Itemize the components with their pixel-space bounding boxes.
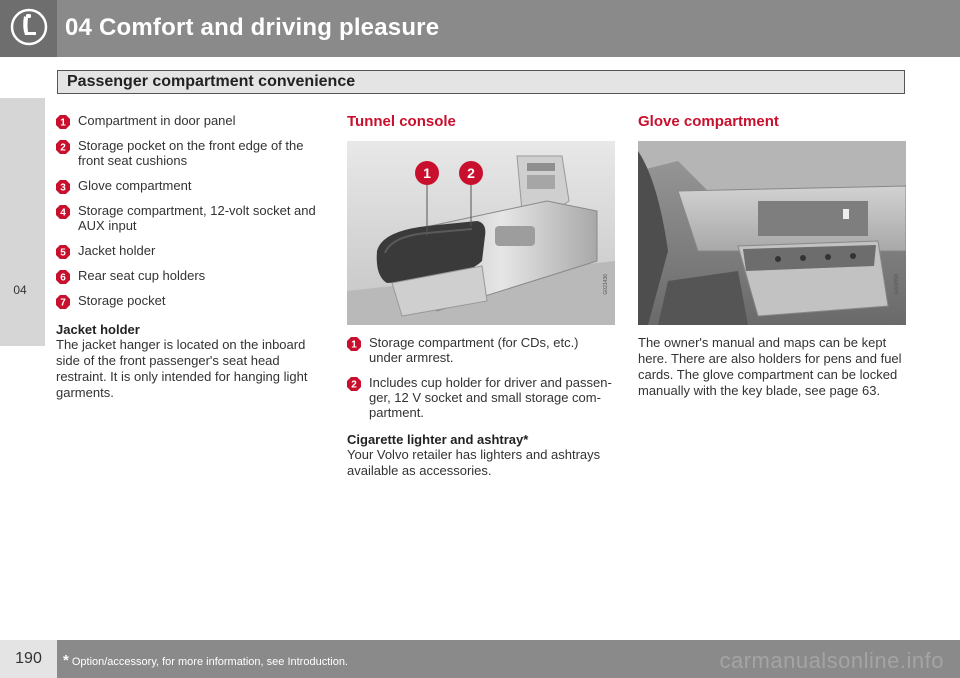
section-title: Passenger compartment convenience: [67, 73, 356, 90]
list-item: [56, 178, 326, 193]
column-tunnel-console: [347, 113, 615, 479]
list-item-text: Compartment in door panel: [78, 113, 236, 128]
watermark: carmanualsonline.info: [719, 648, 944, 673]
seat-icon: [9, 7, 49, 47]
list-item-text: Includes cup holder for driver and passen-ger, 12 V socket and small storage com-partment.: [369, 375, 612, 420]
tunnel-console-heading: Tunnel console: [347, 113, 456, 130]
footnote-text: Option/accessory, for more information, see Introduction.: [71, 656, 348, 668]
footnote-star: *: [63, 652, 69, 669]
number-badge-icon: [56, 205, 70, 219]
tunnel-console-photo: [347, 141, 615, 325]
jacket-holder-text: The jacket hanger is located on the inboard side of the front passenger's seat head restraint. It is only intended for hanging light garments.: [56, 337, 308, 400]
svg-text:4: 4: [60, 207, 66, 219]
photo-callout-2: 2: [467, 165, 475, 181]
glove-compartment-heading: Glove compartment: [638, 113, 779, 130]
column-glove-compartment: [638, 113, 906, 399]
cigarette-lighter-text: Your Volvo retailer has lighters and ashtrays available as accessories.: [347, 447, 601, 478]
list-item: [56, 113, 326, 128]
glove-compartment-photo: [638, 141, 906, 325]
cigarette-lighter-heading: Cigarette lighter and ashtray*: [347, 432, 529, 447]
svg-text:2: 2: [60, 142, 66, 154]
number-badge-icon: [56, 180, 70, 194]
svg-text:2: 2: [351, 379, 357, 391]
photo-code: G021436: [603, 274, 609, 295]
jacket-holder-heading: Jacket holder: [56, 322, 140, 337]
svg-text:7: 7: [60, 297, 66, 309]
svg-text:3: 3: [60, 182, 66, 194]
list-item: [347, 375, 615, 420]
list-item-text: Rear seat cup holders: [78, 268, 206, 283]
page-number-box: [0, 640, 57, 678]
chapter-header-bar: [0, 0, 960, 57]
list-item-text: Jacket holder: [78, 243, 156, 258]
number-badge-icon: [347, 337, 361, 351]
tunnel-console-illustration: [347, 141, 615, 325]
column-storage-list: [56, 113, 326, 401]
glove-compartment-text: The owner's manual and maps can be kept here. There are also holders for pens and fuel cards. The glove compartment can be locked manually with the key blade, see page 63.: [638, 335, 902, 398]
glove-compartment-illustration: [638, 141, 906, 325]
chapter-side-tab: [0, 98, 45, 346]
number-badge-icon: [347, 377, 361, 391]
svg-text:5: 5: [60, 247, 66, 259]
number-badge-icon: [56, 245, 70, 259]
svg-text:1: 1: [351, 339, 357, 351]
photo-callout-1: 1: [423, 165, 431, 181]
list-item: [347, 335, 615, 365]
page-number: 190: [15, 650, 42, 667]
list-item-text: Storage pocket on the front edge of the front seat cushions: [78, 138, 304, 168]
list-item: [56, 138, 326, 168]
list-item: [56, 203, 326, 233]
chapter-side-tab-label: 04: [13, 283, 27, 297]
chapter-title: 04 Comfort and driving pleasure: [65, 14, 440, 41]
number-badge-icon: [56, 140, 70, 154]
list-item: [56, 268, 326, 283]
tunnel-console-list: [347, 335, 615, 420]
list-item: [56, 293, 326, 308]
svg-text:1: 1: [60, 117, 66, 129]
section-title-bar: [57, 70, 905, 94]
footnote: [63, 652, 348, 669]
list-item-text: Storage pocket: [78, 293, 166, 308]
chapter-icon-box: [0, 0, 57, 57]
list-item-text: Storage compartment, 12-volt socket and AUX input: [78, 203, 316, 233]
list-item-text: Glove compartment: [78, 178, 192, 193]
list-item: [56, 243, 326, 258]
number-badge-icon: [56, 115, 70, 129]
list-item-text: Storage compartment (for CDs, etc.) under armrest.: [369, 335, 579, 365]
svg-text:6: 6: [60, 272, 66, 284]
number-badge-icon: [56, 270, 70, 284]
photo-code: G024558: [894, 274, 900, 295]
number-badge-icon: [56, 295, 70, 309]
footer-bar: [0, 640, 960, 678]
storage-locations-list: [56, 113, 326, 308]
